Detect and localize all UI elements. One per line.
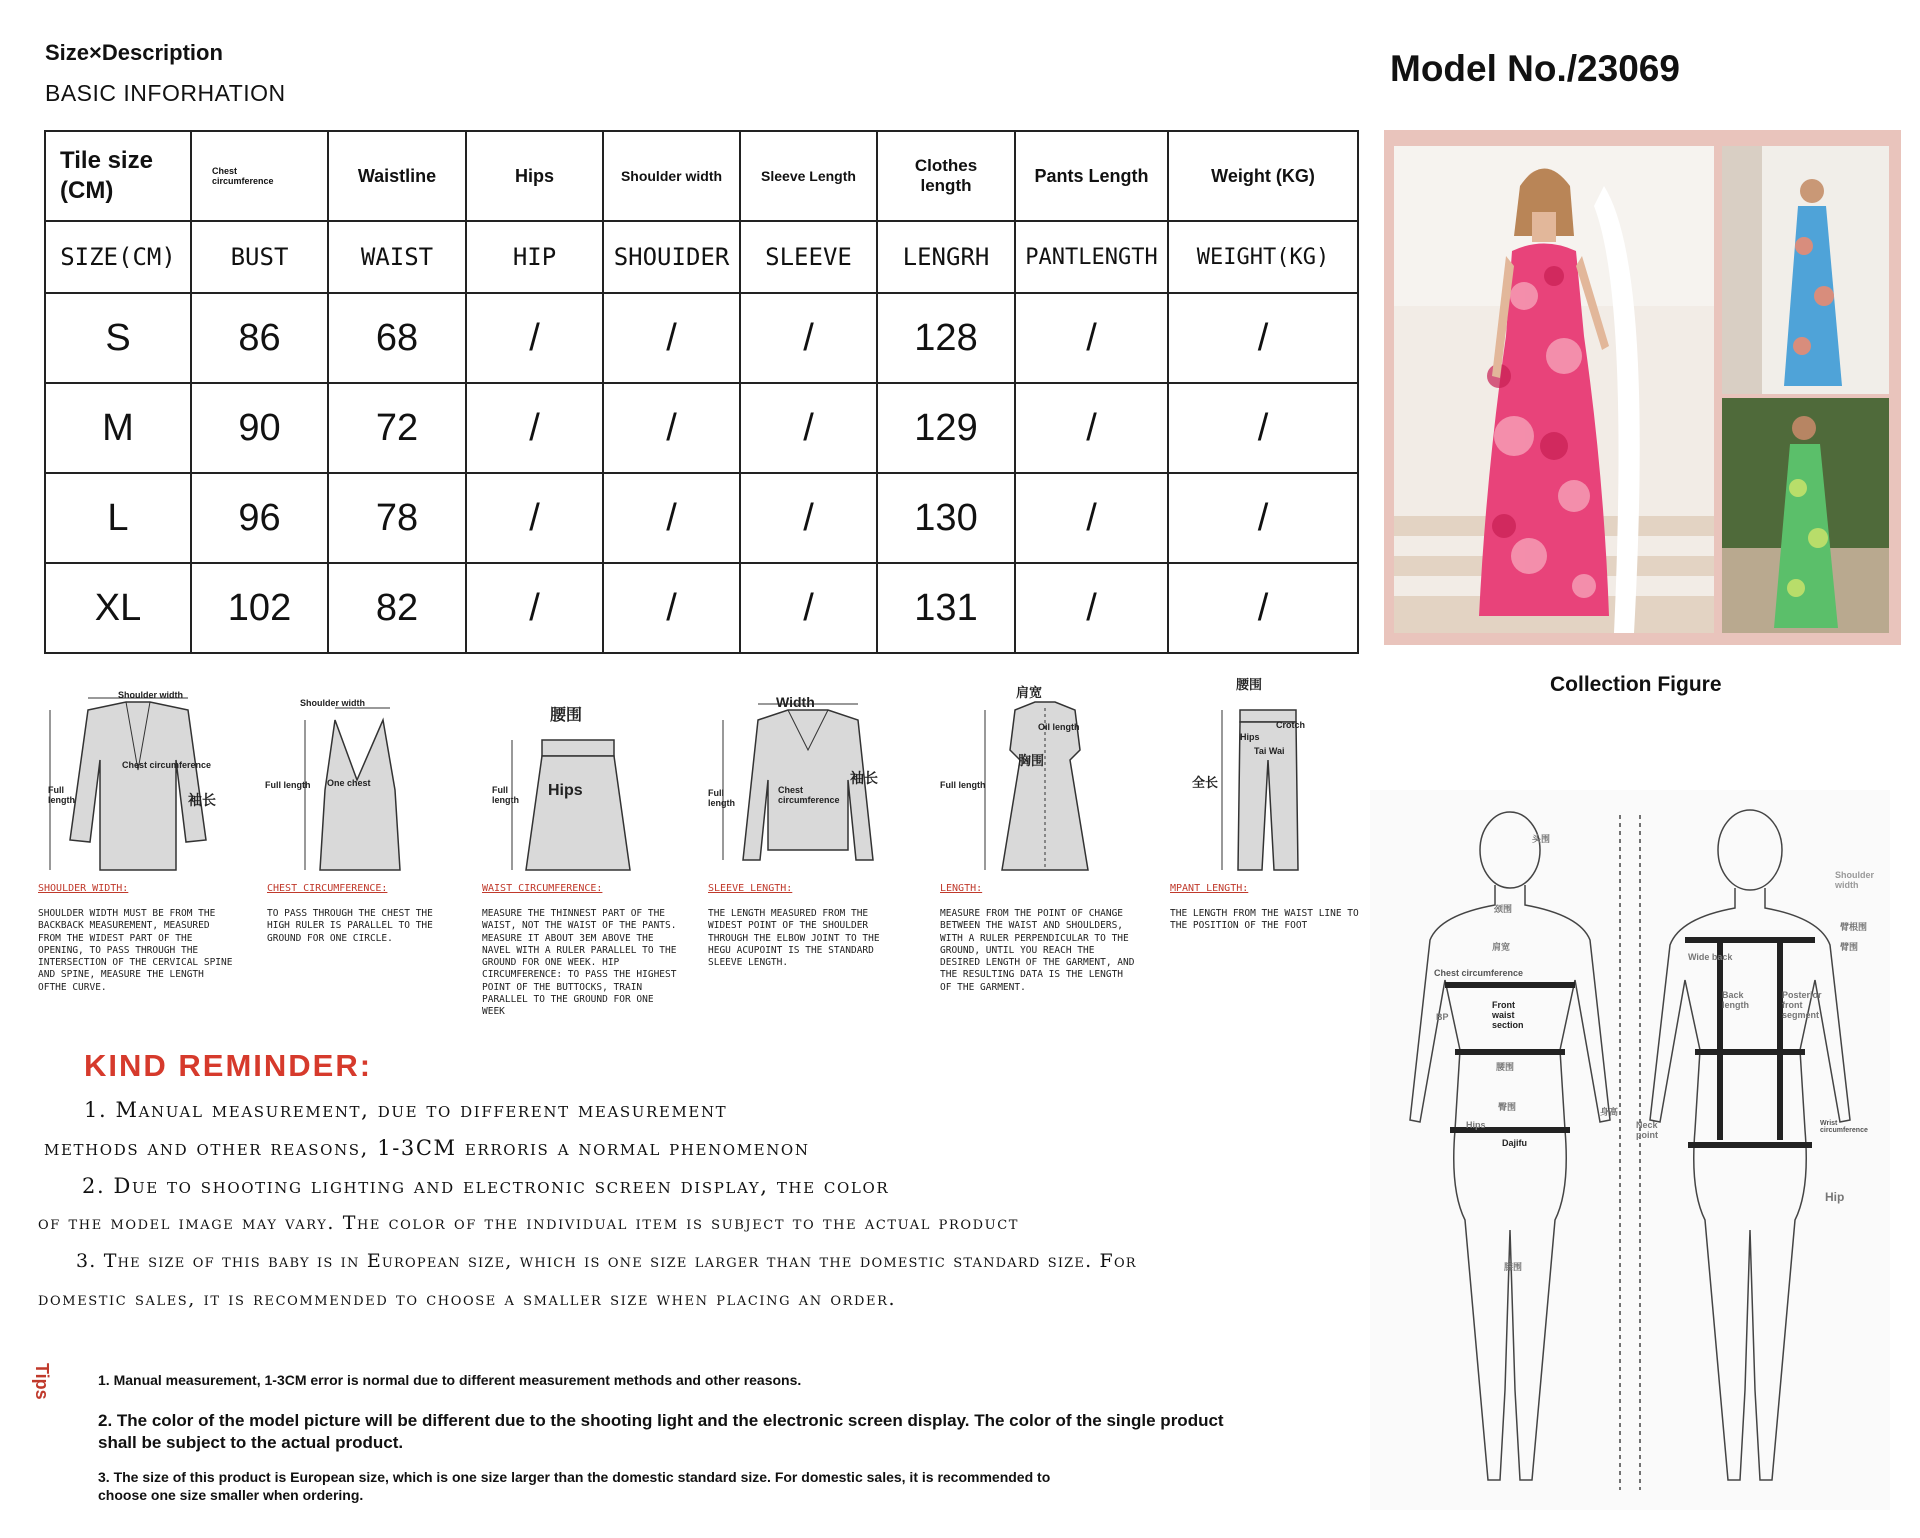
reminder-line: 2. Due to shooting lighting and electronic screen display, the color bbox=[82, 1174, 890, 1198]
size-cell: L bbox=[45, 473, 191, 563]
garment-description: THE LENGTH MEASURED FROM THE WIDEST POINT OF THE SHOULDER THROUGH THE ELBOW JOINT TO THE HEGU ACUPOINT IS THE STANDARD SLEEVE LENGTH. bbox=[708, 908, 880, 969]
garment-label: 胸围 bbox=[1018, 753, 1045, 768]
figure-label: Front waist section bbox=[1492, 1000, 1524, 1030]
reminder-line: domestic sales, it is recommended to choose a smaller size when placing an order. bbox=[38, 1288, 897, 1310]
table-cell: / bbox=[1015, 293, 1168, 383]
figure-label: Wide back bbox=[1688, 952, 1733, 962]
label-cell: WAIST bbox=[328, 221, 466, 293]
table-cell: / bbox=[466, 563, 603, 653]
garment-description: MEASURE THE THINNEST PART OF THE WAIST, NOT THE WAIST OF THE PANTS. MEASURE IT ABOUT 3EM ABOVE THE NAVEL WITH A RULER PARALLEL TO THE GROUND FOR ONE WEEK. HIP CIRCUMFERENCE: TO PASS THE HIGHEST POINT OF THE BUTTOCKS, TRAIN PARALLEL TO THE GROUND FOR ONE WEEK bbox=[482, 908, 677, 1018]
figure-label: Wrist circumference bbox=[1820, 1120, 1868, 1134]
table-cell: / bbox=[740, 293, 877, 383]
garment-description: THE LENGTH FROM THE WAIST LINE TO THE POSITION OF THE FOOT bbox=[1170, 908, 1359, 932]
label-cell: HIP bbox=[466, 221, 603, 293]
table-row bbox=[45, 563, 1358, 653]
label-cell: BUST bbox=[191, 221, 328, 293]
garment-label: Shoulder width bbox=[300, 698, 365, 708]
figure-label: 身高 bbox=[1600, 1107, 1619, 1117]
figure-label: Shoulder width bbox=[1835, 870, 1875, 890]
table-cell: / bbox=[1168, 563, 1358, 653]
label-cell: SLEEVE bbox=[740, 221, 877, 293]
table-cell: 72 bbox=[328, 383, 466, 473]
table-cell: 129 bbox=[877, 383, 1015, 473]
table-cell: 78 bbox=[328, 473, 466, 563]
body-measurement-figure bbox=[1370, 790, 1890, 1510]
figure-label: Hip bbox=[1825, 1190, 1845, 1204]
table-cell: / bbox=[1015, 473, 1168, 563]
garment-label: Shoulder width bbox=[118, 690, 183, 700]
table-cell: 68 bbox=[328, 293, 466, 383]
garment-title: LENGTH: bbox=[940, 883, 983, 894]
garment-label: Full length bbox=[940, 780, 986, 790]
tip-item: 3. The size of this product is European size, which is one size larger than the domestic standard size. For domestic sales, it is recommended to choose one size smaller when ordering. bbox=[98, 1469, 1051, 1503]
garment-label: 肩宽 bbox=[1016, 685, 1043, 700]
figure-label: 臀围 bbox=[1498, 1102, 1517, 1112]
figure-label: 腰围 bbox=[1496, 1062, 1515, 1072]
figure-label: BP bbox=[1436, 1012, 1449, 1022]
tip-item: 1. Manual measurement, 1-3CM error is normal due to different measurement methods and other reasons. bbox=[98, 1372, 802, 1388]
table-cell: / bbox=[1168, 293, 1358, 383]
label-cell: PANTLENGTH bbox=[1015, 221, 1168, 293]
garment-label: 腰围 bbox=[550, 707, 583, 724]
garment-dress-diagram bbox=[940, 680, 1140, 993]
table-cell: 130 bbox=[877, 473, 1015, 563]
table-cell: 86 bbox=[191, 293, 328, 383]
table-cell: / bbox=[603, 293, 740, 383]
label-cell: SHOUIDER bbox=[603, 221, 740, 293]
garment-label: Chest circumference bbox=[122, 760, 212, 770]
table-cell: / bbox=[1168, 473, 1358, 563]
table-cell: 131 bbox=[877, 563, 1015, 653]
size-cell: S bbox=[45, 293, 191, 383]
figure-label: 臂围 bbox=[1840, 942, 1859, 952]
table-cell: 96 bbox=[191, 473, 328, 563]
section-subtitle: BASIC INFORHATION bbox=[45, 80, 286, 106]
table-row bbox=[45, 383, 1358, 473]
garment-title: SLEEVE LENGTH: bbox=[708, 883, 793, 894]
table-cell: / bbox=[740, 473, 877, 563]
model-photo-main bbox=[1394, 146, 1714, 633]
garment-description: MEASURE FROM THE POINT OF CHANGE BETWEEN THE WAIST AND SHOULDERS, WITH A RULER PERPENDICULAR TO THE GROUND, UNTIL YOU REACH THE DESIRED LENGTH OF THE GARMENT, AND THE RESULTING DATA IS THE LENGTH OF THE GARMENT. bbox=[940, 908, 1135, 993]
header-cell: Weight (KG) bbox=[1168, 131, 1358, 221]
garment-description: TO PASS THROUGH THE CHEST THE HIGH RULER IS PARALLEL TO THE GROUND FOR ONE CIRCLE. bbox=[267, 908, 433, 944]
figure-label: Neck point bbox=[1636, 1120, 1658, 1140]
garment-skirt-diagram bbox=[482, 680, 682, 1018]
header-cell: Pants Length bbox=[1015, 131, 1168, 221]
garment-label: 腰围 bbox=[1236, 677, 1263, 692]
header-cell: Sleeve Length bbox=[740, 131, 877, 221]
garment-title: CHEST CIRCUMFERENCE: bbox=[267, 883, 388, 894]
figure-label: 臂根围 bbox=[1840, 922, 1868, 932]
garment-label: 袖长 bbox=[850, 770, 878, 786]
label-cell: SIZE(CM) bbox=[45, 221, 191, 293]
garment-label: Hips bbox=[548, 782, 583, 799]
table-cell: / bbox=[740, 563, 877, 653]
garment-label: 全长 bbox=[1192, 775, 1219, 790]
garment-label: Full length bbox=[265, 780, 311, 790]
garment-label: One chest bbox=[327, 778, 371, 788]
garment-top-diagram bbox=[708, 680, 908, 969]
garment-label: Full length bbox=[48, 785, 75, 805]
figure-label: Chest circumference bbox=[1434, 968, 1524, 978]
reminder-line: of the model image may vary. The color of the individual item is subject to the actual product bbox=[38, 1212, 1020, 1234]
header-cell: Clothes length bbox=[877, 131, 1015, 221]
table-cell: / bbox=[740, 383, 877, 473]
garment-label: Crotch bbox=[1276, 720, 1305, 730]
garment-title: WAIST CIRCUMFERENCE: bbox=[482, 883, 603, 894]
label-cell: WEIGHT(KG) bbox=[1168, 221, 1358, 293]
table-cell: / bbox=[466, 383, 603, 473]
reminder-line: 1. Manual measurement, due to different measurement bbox=[84, 1098, 728, 1122]
header-cell: Tile size (CM) bbox=[45, 131, 191, 221]
figure-label: 膝围 bbox=[1504, 1262, 1523, 1272]
garment-label: Oil length bbox=[1038, 722, 1080, 732]
garment-label: Full length bbox=[492, 785, 519, 805]
table-cell: / bbox=[1168, 383, 1358, 473]
section-title: Size×Description bbox=[45, 40, 223, 65]
table-label-row bbox=[45, 221, 1358, 293]
figure-label: Dajifu bbox=[1502, 1138, 1528, 1148]
header-cell: Chest circumference bbox=[191, 131, 328, 221]
table-cell: / bbox=[466, 473, 603, 563]
reminder-line: methods and other reasons, 1-3CM erroris a normal phenomenon bbox=[44, 1136, 810, 1160]
size-cell: M bbox=[45, 383, 191, 473]
table-header-row bbox=[45, 131, 1358, 221]
model-photo-side bbox=[1722, 398, 1889, 633]
garment-label: 袖长 bbox=[188, 792, 216, 808]
table-cell: / bbox=[1015, 383, 1168, 473]
garment-label: Tai Wai bbox=[1254, 746, 1285, 756]
figure-label: Back length bbox=[1722, 990, 1749, 1010]
table-row bbox=[45, 293, 1358, 383]
model-number: Model No./23069 bbox=[1390, 48, 1680, 89]
table-cell: 128 bbox=[877, 293, 1015, 383]
garment-pants-diagram bbox=[1170, 677, 1370, 932]
table-cell: 82 bbox=[328, 563, 466, 653]
figure-label: 肩宽 bbox=[1492, 942, 1511, 952]
garment-label: Width bbox=[776, 694, 815, 710]
label-cell: LENGRH bbox=[877, 221, 1015, 293]
table-cell: / bbox=[1015, 563, 1168, 653]
figure-label: Posterior front segment bbox=[1782, 990, 1822, 1020]
header-cell: Waistline bbox=[328, 131, 466, 221]
header-cell: Hips bbox=[466, 131, 603, 221]
kind-reminder-title: KIND REMINDER: bbox=[84, 1048, 373, 1083]
figure-label: Hips bbox=[1466, 1120, 1486, 1130]
tip-item: 2. The color of the model picture will be different due to the shooting light and the electronic screen display. The color of the single product shall be subject to the actual product. bbox=[98, 1411, 1224, 1452]
size-cell: XL bbox=[45, 563, 191, 653]
figure-label: 头围 bbox=[1532, 834, 1551, 844]
table-cell: / bbox=[603, 563, 740, 653]
reminder-line: 3. The size of this baby is in European size, which is one size larger than the domestic standard size. For bbox=[76, 1250, 1137, 1272]
garment-label: Full length bbox=[708, 788, 735, 808]
collection-figure-caption: Collection Figure bbox=[1550, 673, 1722, 696]
garment-camisole-diagram bbox=[265, 680, 455, 944]
table-cell: / bbox=[603, 473, 740, 563]
garment-label: Hips bbox=[1240, 732, 1260, 742]
size-table bbox=[44, 130, 1359, 654]
header-cell: Shoulder width bbox=[603, 131, 740, 221]
table-cell: / bbox=[466, 293, 603, 383]
table-cell: / bbox=[603, 383, 740, 473]
garment-description: SHOULDER WIDTH MUST BE FROM THE BACKBACK MEASUREMENT, MEASURED FROM THE WIDEST PART OF THE OPENING, TO PASS THROUGH THE INTERSECTION OF THE CERVICAL SPINE AND SPINE, MEASURE THE LENGTH OFTHE CURVE. bbox=[38, 908, 233, 993]
table-cell: 102 bbox=[191, 563, 328, 653]
garment-title: MPANT LENGTH: bbox=[1170, 883, 1249, 894]
garment-jacket-diagram bbox=[38, 680, 233, 993]
table-row bbox=[45, 473, 1358, 563]
garment-title: SHOULDER WIDTH: bbox=[38, 883, 129, 894]
figure-label: 颈围 bbox=[1494, 904, 1513, 914]
tips-label: Tips bbox=[32, 1363, 52, 1400]
garment-label: Chest circumference bbox=[778, 785, 840, 805]
table-cell: 90 bbox=[191, 383, 328, 473]
model-photo-side bbox=[1722, 146, 1889, 394]
